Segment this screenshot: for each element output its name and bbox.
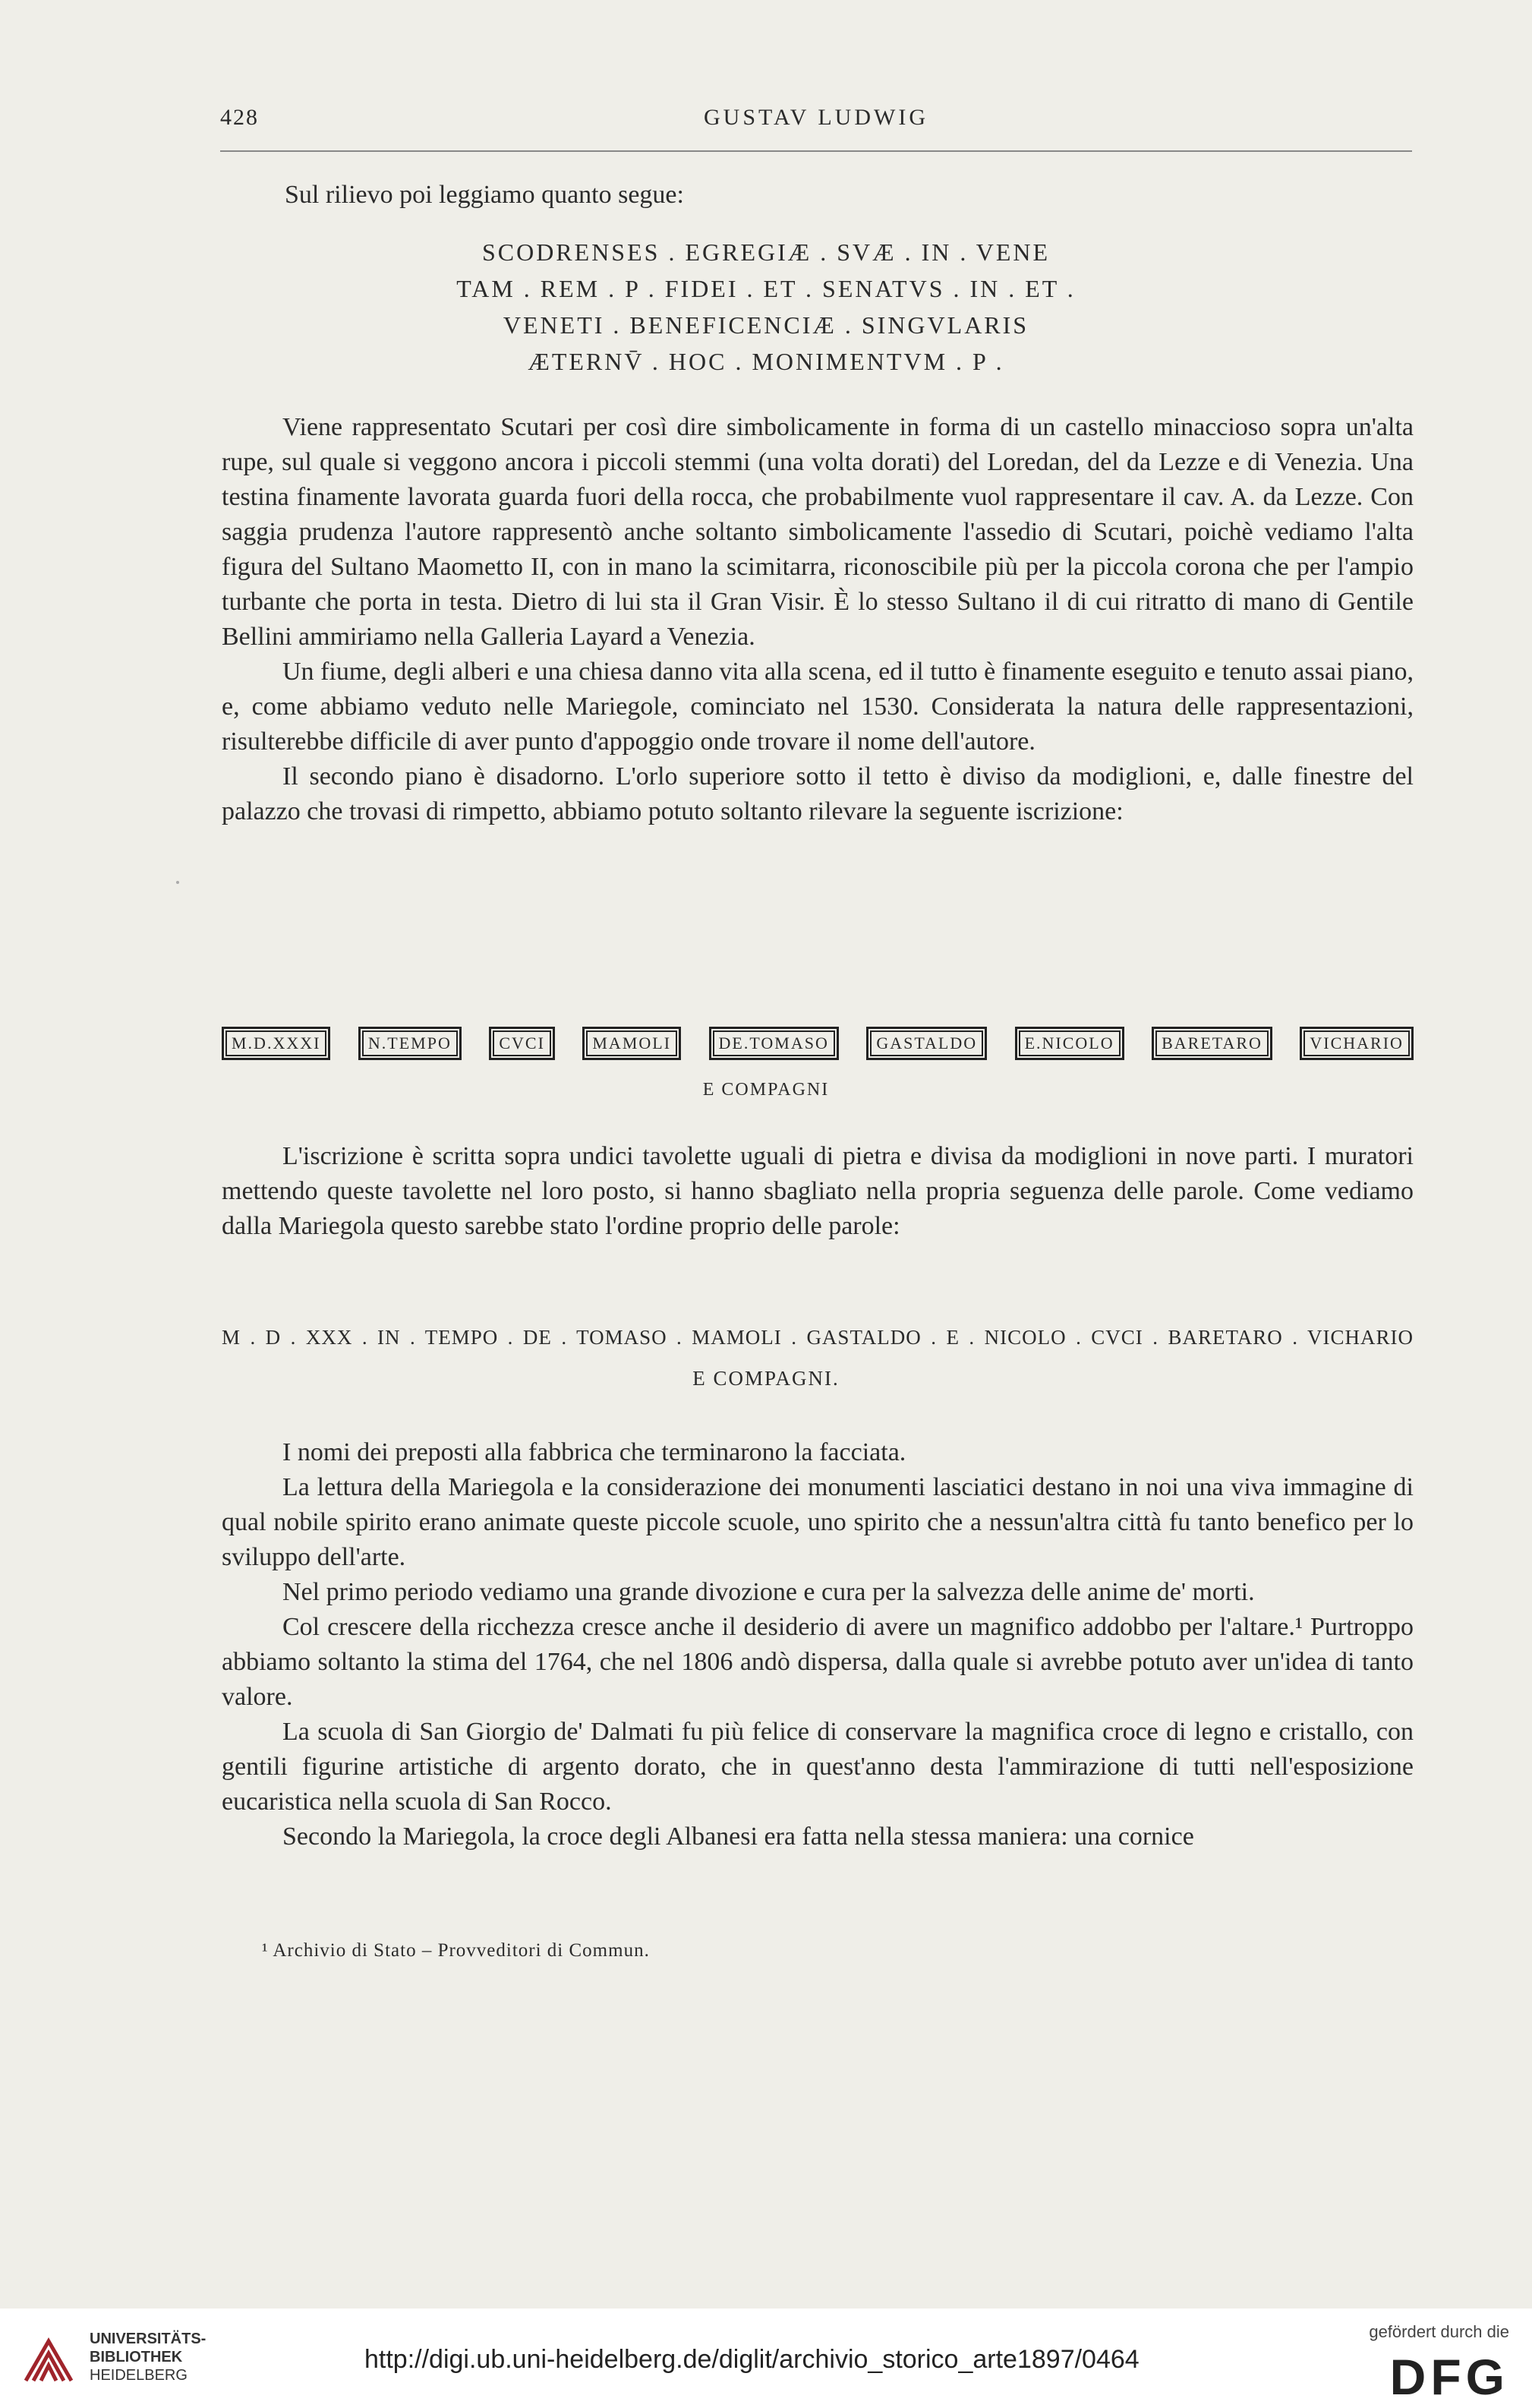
inscription-reordered	[222, 1326, 1414, 1349]
inscription-line-2: TAM . REM . P . FIDEI . ET . SENATVS . IN . ET .	[456, 275, 1076, 302]
paragraph: Il secondo piano è disadorno. L'orlo superiore sotto il tetto è diviso da modiglioni, e, dalle finestre del palazzo che trovasi di rimpetto, abbiamo potuto soltanto rilevare la seguente iscrizione:	[222, 762, 1414, 825]
inscription-line-4: ÆTERNV̄ . HOC . MONIMENTVM . P .	[528, 348, 1004, 375]
tablet: VICHARIO	[1300, 1027, 1414, 1060]
tablets-caption: E COMPAGNI	[702, 1080, 830, 1100]
permalink-url[interactable]: http://digi.ub.uni-heidelberg.de/diglit/archivio_storico_arte1897/0464	[364, 2345, 1140, 2374]
paragraph: La lettura della Mariegola e la considerazione dei monumenti lasciatici destano in noi una viva immagine di qual nobile spirito erano animate queste piccole scuole, uno spirito che a nessun'altra città fu tanto benefico per lo sviluppo dell'arte.	[222, 1473, 1414, 1571]
tablet: E.NICOLO	[1015, 1027, 1124, 1060]
digitization-footer	[0, 2309, 1532, 2408]
paragraph: Viene rappresentato Scutari per così dire simbolicamente in forma di un castello minaccioso sopra un'alta rupe, sul quale si veggono ancora i piccoli stemmi (una volta dorati) del Loredan, del da Lezze e di Venezia. Una testina finamente lavorata guarda fuori della rocca, che probabilmente vuol rappresentare il cav. A. da Lezze. Con saggia prudenza l'autore rappresentò anche soltanto simbolicamente l'assedio di Scutari, poichè vediamo l'alta figura del Sultano Maometto II, con in mano la scimitarra, riconoscibile più per la piccola corona che per l'ampio turbante che porta in testa. Dietro di lui sta il Gran Visir. È lo stesso Sultano il di cui ritratto di mano di Gentile Bellini ammiriamo nella Galleria Layard a Venezia.	[222, 413, 1414, 651]
paragraph: Secondo la Mariegola, la croce degli Albanesi era fatta nella stessa maniera: una cornice	[282, 1823, 1194, 1851]
body-block-3	[222, 1435, 1414, 1854]
university-library-logo-icon	[15, 2328, 82, 2394]
paragraph: I nomi dei preposti alla fabbrica che terminarono la facciata.	[282, 1438, 906, 1466]
page-number: 428	[220, 105, 259, 130]
tablet: CVCI	[489, 1027, 555, 1060]
tablet: GASTALDO	[866, 1027, 987, 1060]
inscription-reordered-text: M . D . XXX . IN . TEMPO . DE . TOMASO . MAMOLI . GASTALDO . E . NICOLO . CVCI . BARETARO . VICHARIO	[222, 1326, 1414, 1349]
paragraph: Nel primo periodo vediamo una grande divozione e cura per la salvezza delle anime de' morti.	[282, 1578, 1255, 1606]
lead-line: Sul rilievo poi leggiamo quanto segue:	[285, 181, 684, 209]
tablet: M.D.XXXI	[222, 1027, 330, 1060]
tablet: BARETARO	[1152, 1027, 1272, 1060]
scan-speck	[176, 881, 179, 884]
footnote: ¹ Archivio di Stato – Provveditori di Commun.	[262, 1940, 650, 1961]
paragraph: Un fiume, degli alberi e una chiesa danno vita alla scena, ed il tutto è finamente eseguito e tenuto assai piano, e, come abbiamo veduto nelle Mariegole, cominciato nel 1530. Considerata la natura delle rappresentazioni, risulterebbe difficile di aver punto d'appoggio onde trovare il nome dell'autore.	[222, 658, 1414, 756]
running-head: GUSTAV LUDWIG	[704, 105, 928, 130]
paragraph: Col crescere della ricchezza cresce anche il desiderio di avere un magnifico addobbo per l'altare.¹ Purtroppo abbiamo soltanto la stima del 1764, che nel 1806 andò dispersa, dalla quale si avrebbe potuto aver un'idea di tanto valore.	[222, 1613, 1414, 1711]
body-block-2	[222, 1139, 1414, 1244]
paragraph: La scuola di San Giorgio de' Dalmati fu più felice di conservare la magnifica croce di legno e cristallo, con gentili figurine artistiche di argento dorato, che in quest'anno desta l'ammirazione di tutti nell'esposizione eucaristica nella scuola di San Rocco.	[222, 1718, 1414, 1816]
dfg-logo: DFG	[1389, 2349, 1509, 2405]
page-header	[220, 105, 1412, 152]
tablet: N.TEMPO	[358, 1027, 462, 1060]
funding-note: gefördert durch die	[1369, 2322, 1509, 2341]
inscription-line-3: VENETI . BENEFICENCIÆ . SINGVLARIS	[503, 311, 1029, 339]
inscription-line-1: SCODRENSES . EGREGIÆ . SVÆ . IN . VENE	[481, 238, 1051, 266]
paragraph: L'iscrizione è scritta sopra undici tavolette uguali di pietra e divisa da modiglioni in nove parti. I muratori mettendo queste tavolette nel loro posto, si hanno sbagliato nella propria seguenza delle parole. Come vediamo dalla Mariegola questo sarebbe stato l'ordine proprio delle parole:	[222, 1142, 1414, 1240]
inscription-tablets	[222, 1024, 1414, 1063]
tablet: DE.TOMASO	[709, 1027, 839, 1060]
body-block-1	[222, 410, 1414, 829]
tablet: MAMOLI	[582, 1027, 681, 1060]
library-name: UNIVERSITÄTS- BIBLIOTHEK HEIDELBERG	[90, 2331, 206, 2384]
inscription-reordered-caption: E COMPAGNI.	[692, 1367, 840, 1390]
